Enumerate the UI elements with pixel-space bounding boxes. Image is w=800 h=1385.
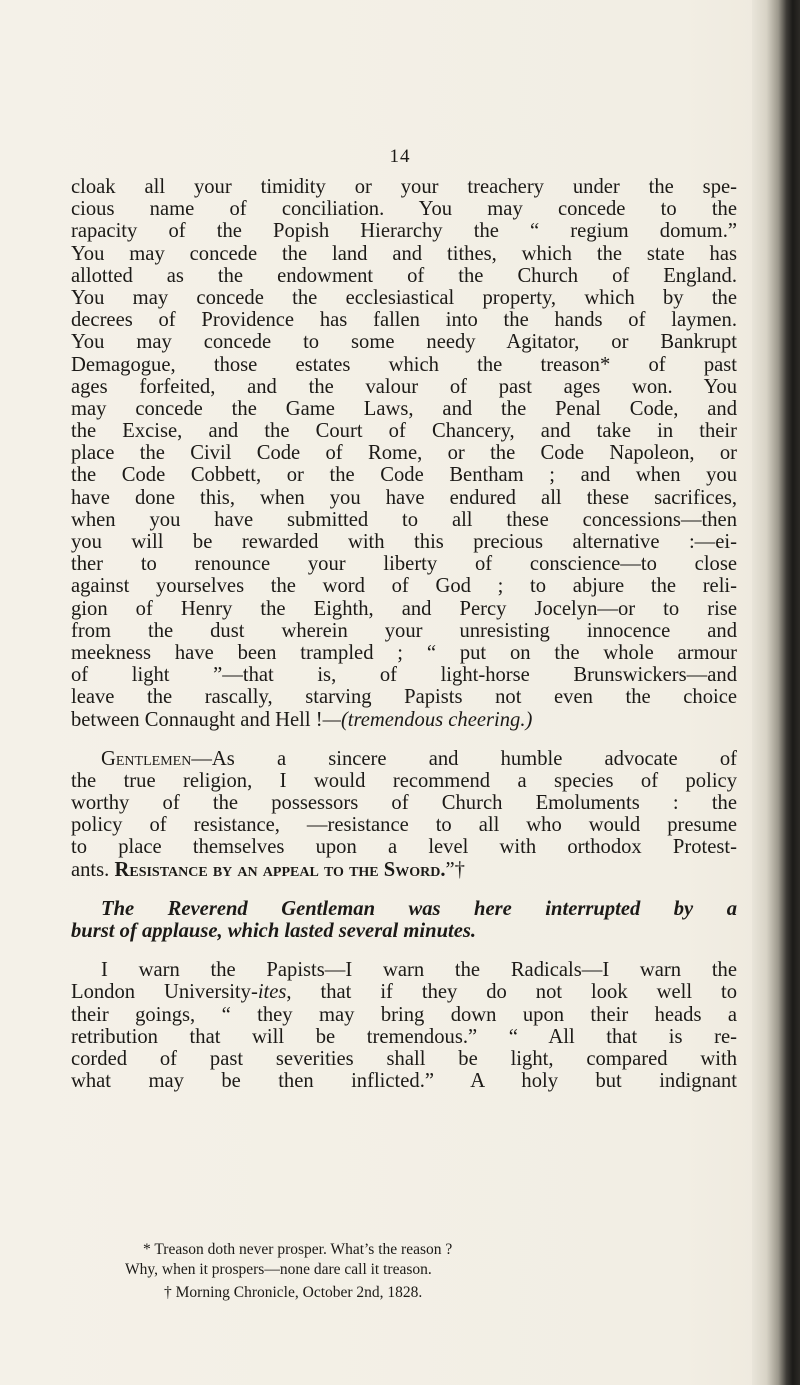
text-line: place the Civil Code of Rome, or the Code Napoleon, or (71, 442, 737, 465)
text-line: retribution that will be tremendous.” “ All that is re- (71, 1025, 737, 1048)
footnote-text: Morning Chronicle, October 2nd, 1828. (175, 1284, 423, 1301)
footnote-2 (0, 1283, 800, 1303)
text-line: from the dust wherein your unresisting innocence and (71, 619, 737, 642)
text-line (71, 748, 737, 770)
text-line: decrees of Providence has fallen into the hands of laymen. (71, 309, 737, 332)
text-line: policy of resistance, —resistance to all who would presume (71, 814, 737, 837)
text-line: against yourselves the word of God ; to abjure the reli- (71, 575, 737, 598)
text-line (71, 981, 737, 1003)
text-fragment: London University- (71, 981, 258, 1004)
text-line: the true religion, I would recommend a species of policy (71, 769, 737, 792)
text-fragment: —As a sincere and humble advocate of (191, 747, 737, 770)
paragraph-1 (71, 176, 737, 731)
text-line: worthy of the possessors of Church Emoluments : the (71, 792, 737, 815)
footnote-mark: * (143, 1241, 151, 1258)
footnote-mark: † (164, 1284, 172, 1301)
text-line: You may concede the land and tithes, which the state has (71, 242, 737, 265)
book-binding-edge (752, 0, 800, 1385)
paragraph-4 (71, 959, 737, 1092)
text-line: you will be rewarded with this precious alternative :—ei- (71, 531, 737, 553)
text-line: allotted as the endowment of the Church of England. (71, 264, 737, 287)
paragraph-3 (71, 898, 737, 942)
text-fragment: ants. (71, 858, 110, 881)
italic-suffix: ites (257, 981, 287, 1004)
footnote-text: Treason doth never prosper. What’s the reason ? (154, 1241, 453, 1258)
text-line: cious name of conciliation. You may concede to the (71, 198, 737, 221)
text-line: burst of applause, which lasted several minutes. (71, 920, 477, 942)
text-line (71, 859, 737, 881)
text-line: gion of Henry the Eighth, and Percy Jocelyn—or to rise (71, 597, 737, 620)
text-line: ther to renounce your liberty of conscience—to close (71, 553, 737, 576)
text-line: meekness have been trampled ; “ put on the whole armour (71, 641, 737, 664)
text-line: to place themselves upon a level with orthodox Protest- (71, 836, 737, 859)
footnote-1 (0, 1240, 800, 1260)
text-line: may concede the Game Laws, and the Penal Code, and (71, 397, 737, 420)
text-line: leave the rascally, starving Papists not even the choice (71, 686, 737, 709)
text-line: their goings, “ they may bring down upon their heads a (71, 1003, 737, 1026)
text-line: have done this, when you have endured all these sacrifices, (71, 486, 737, 509)
text-line: I warn the Papists—I warn the Radicals—I warn the (101, 959, 737, 982)
text-line: what may be then inflicted.” A holy but indignant (71, 1070, 737, 1093)
page-number: 14 (389, 146, 411, 167)
text-line: You may concede the ecclesiastical property, which by the (71, 286, 737, 309)
cheering-annotation: —(tremendous cheering.) (322, 708, 533, 731)
footnote-1-continuation: Why, when it prospers—none dare call it treason. (125, 1261, 432, 1278)
footnote-ref-dagger: ”† (445, 858, 465, 881)
text-line: cloak all your timidity or your treachery under the spe- (71, 176, 737, 198)
body-text (71, 176, 737, 1092)
text-line (71, 709, 737, 731)
text-fragment: , that if they do not look well to (286, 981, 738, 1004)
text-fragment: between Connaught and Hell ! (71, 708, 323, 731)
text-line: Demagogue, those estates which the treason* of past (71, 353, 737, 376)
text-line: when you have submitted to all these concessions—then (71, 508, 737, 531)
address-gentlemen: Gentlemen (101, 747, 192, 770)
text-line: You may concede to some needy Agitator, or Bankrupt (71, 331, 737, 354)
footnotes (0, 1240, 800, 1303)
text-line: of light ”—that is, of light-horse Brunswickers—and (71, 664, 737, 687)
text-line: corded of past severities shall be light, compared with (71, 1047, 737, 1070)
text-line: the Excise, and the Court of Chancery, and take in their (71, 420, 737, 443)
text-line: rapacity of the Popish Hierarchy the “ regium domum.” (71, 220, 737, 243)
paragraph-2 (71, 748, 737, 881)
resistance-slogan: Resistance by an appeal to the Sword. (114, 858, 446, 881)
text-line: The Reverend Gentleman was here interrupted by a (101, 897, 737, 920)
text-line: ages forfeited, and the valour of past ages won. You (71, 375, 737, 398)
text-line: the Code Cobbett, or the Code Bentham ; and when you (71, 464, 737, 487)
